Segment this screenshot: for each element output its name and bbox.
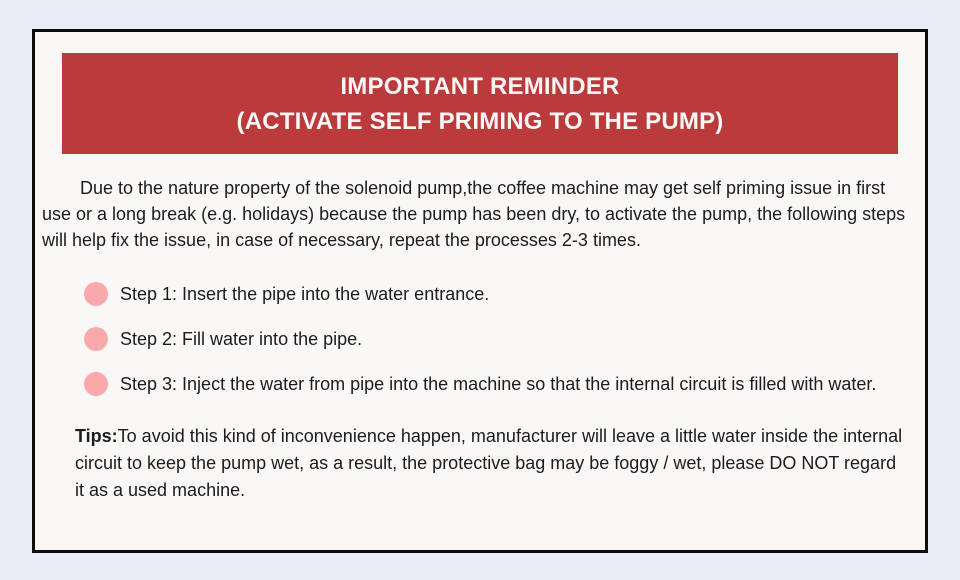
tips-label: Tips: [75,426,118,446]
step-item-3 [84,371,925,397]
pink-dot-bullet-icon [84,327,108,351]
banner-title-line2: (ACTIVATE SELF PRIMING TO THE PUMP) [236,107,724,135]
pink-dot-bullet-icon [84,372,108,396]
steps-list [84,281,925,397]
banner-title-line1: IMPORTANT REMINDER [340,72,620,100]
reminder-panel [32,29,928,553]
pink-dot-bullet-icon [84,282,108,306]
step-item-1 [84,281,925,307]
intro-paragraph: Due to the nature property of the solenoid pump,the coffee machine may get self priming issue in first use or a long break (e.g. holidays) because the pump has been dry, to activate the pump, the following steps will help fix the issue, in case of necessary, repeat the processes 2-3 times. [42,178,906,250]
step-2-text: Step 2: Fill water into the pipe. [120,329,363,349]
reminder-banner [62,53,898,154]
tips-paragraph [75,423,907,504]
step-3-text: Step 3: Inject the water from pipe into the machine so that the internal circuit is filled with water. [120,374,877,394]
tips-text: To avoid this kind of inconvenience happen, manufacturer will leave a little water inside the internal circuit to keep the pump wet, as a result, the protective bag may be foggy / wet, please DO NOT regard it as a used machine. [75,426,903,500]
step-item-2 [84,326,925,352]
step-1-text: Step 1: Insert the pipe into the water entrance. [120,284,490,304]
